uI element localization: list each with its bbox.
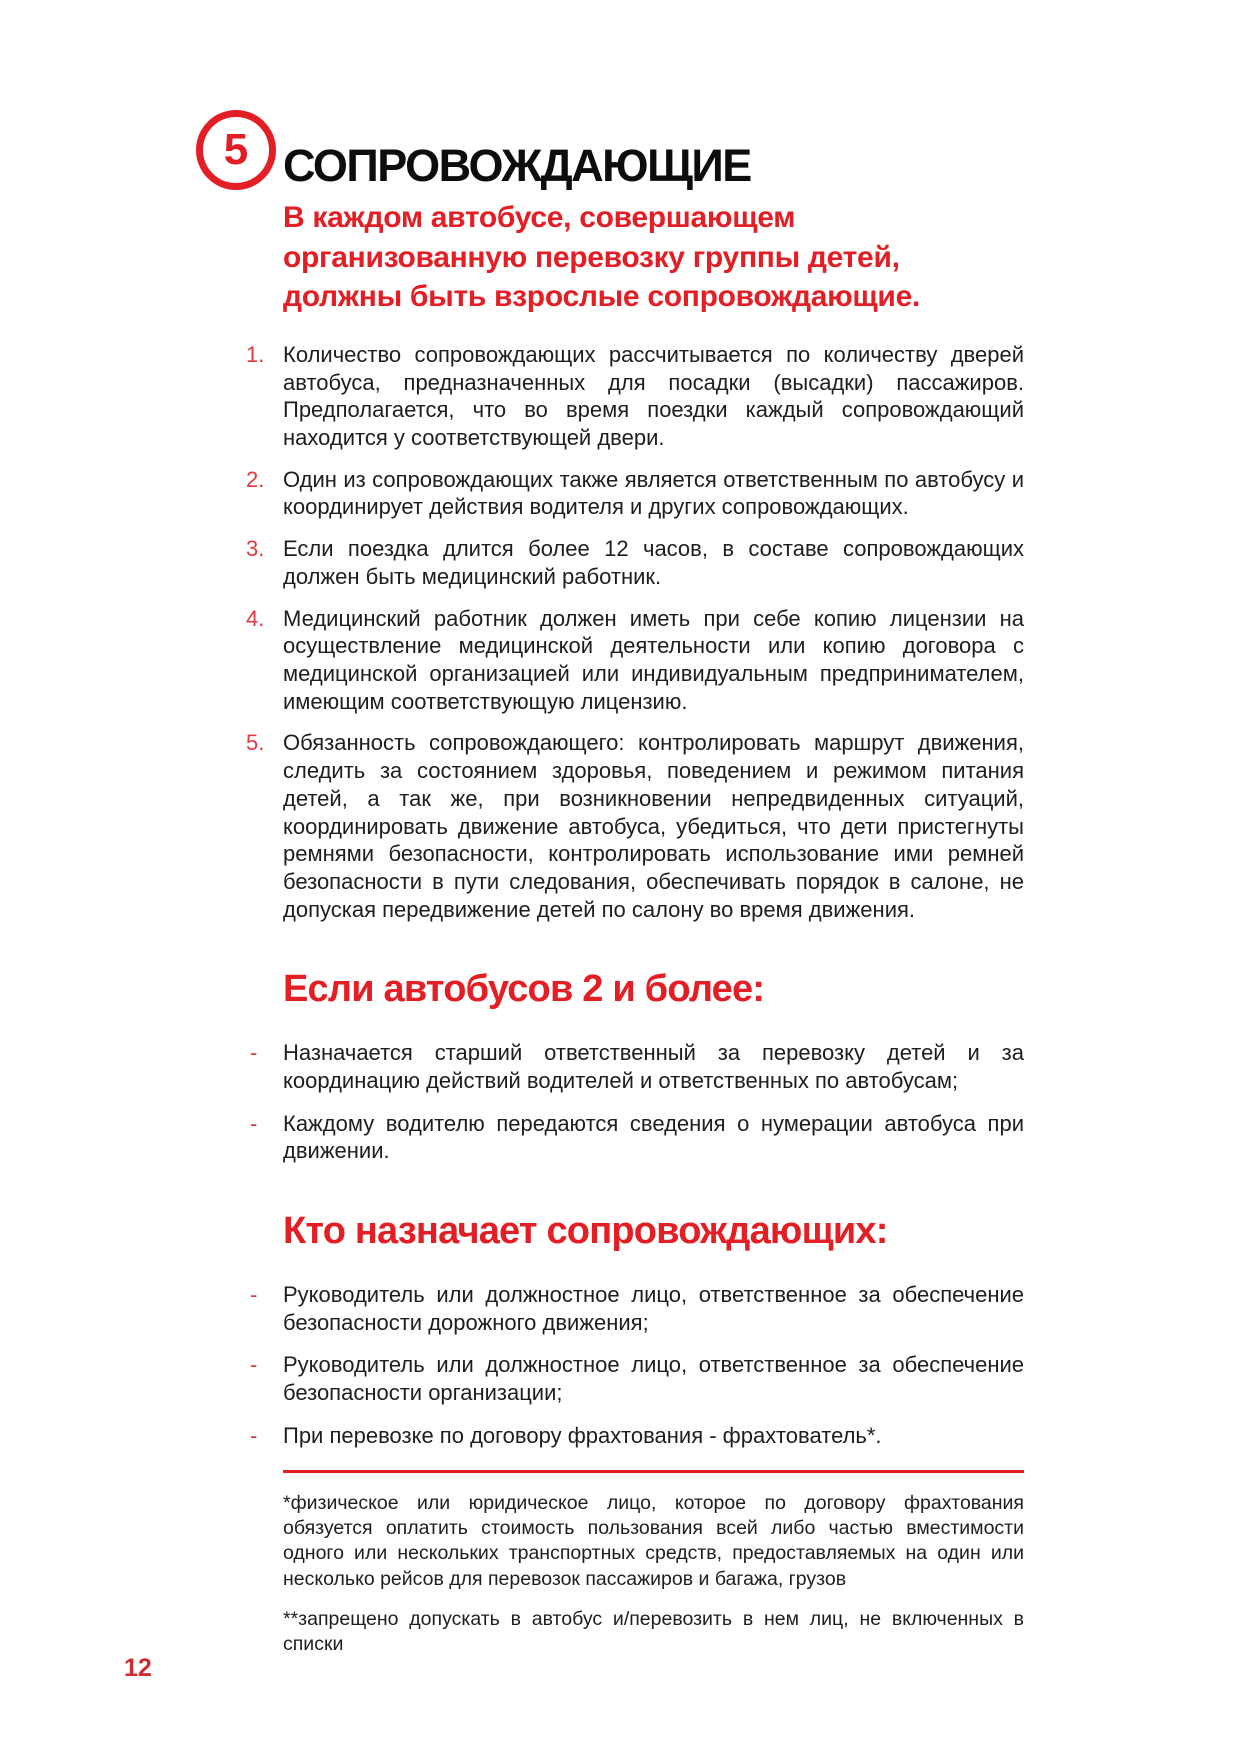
dash-item-text: При перевозке по договору фрахтования - фрахтователь*. bbox=[283, 1422, 882, 1448]
dash-item bbox=[250, 1422, 1024, 1450]
footnote-charterer: *физическое или юридическое лицо, которое по договору фрахтования обязуется оплатить стоимость пользования всей либо частью вместимости одного или нескольких транспортных средств, предоставляемых на один или несколько рейсов для перевозок пассажиров и багажа, грузов bbox=[283, 1491, 1024, 1590]
list-item-text: Медицинский работник должен иметь при себе копию лицензии на осуществление медицинской деятельности или копию договора с медицинской организацией или индивидуальным предпринимателем, имеющим соответствующую лицензию. bbox=[283, 605, 1024, 714]
list-item-number: 1. bbox=[246, 341, 265, 367]
section-number-badge bbox=[196, 110, 276, 190]
list-item-text: Обязанность сопровождающего: контролировать маршрут движения, следить за состоянием здоровья, поведением и режимом питания детей, а так же, при возникновении непредвиденных ситуаций, координировать движение автобуса, убедиться, что дети пристегнуты ремнями безопасности, контролировать использование ими ремней безопасности в пути следования, обеспечивать порядок в салоне, не допуская передвижение детей по салону во время движения. bbox=[283, 730, 1024, 922]
list-item bbox=[246, 466, 1024, 521]
dash-item bbox=[250, 1281, 1024, 1336]
list-item bbox=[246, 729, 1024, 923]
list-item bbox=[246, 605, 1024, 716]
list-item-number: 5. bbox=[246, 730, 265, 756]
section-heading-buses: Если автобусов 2 и более: bbox=[283, 968, 765, 1011]
dash-list-buses bbox=[250, 1039, 1024, 1165]
dash-list-who-appoints bbox=[250, 1281, 1024, 1450]
list-item bbox=[246, 535, 1024, 590]
section-number: 5 bbox=[223, 125, 249, 174]
content-column bbox=[246, 198, 1024, 1673]
list-item-number: 3. bbox=[246, 536, 265, 562]
dash-item-text: Руководитель или должностное лицо, ответственное за обеспечение безопасности дорожного движения; bbox=[283, 1281, 1024, 1335]
dash-marker: - bbox=[250, 1352, 258, 1378]
list-item-text: Один из сопровождающих также является ответственным по автобусу и координирует действия водителя и других сопровождающих. bbox=[283, 466, 1024, 520]
list-item-number: 4. bbox=[246, 605, 265, 631]
dash-item-text: Каждому водителю передаются сведения о нумерации автобуса при движении. bbox=[283, 1110, 1024, 1164]
page-number: 12 bbox=[124, 1654, 152, 1682]
section-heading-who-appoints: Кто назначает сопровождающих: bbox=[283, 1210, 888, 1253]
footnote-lists: **запрещено допускать в автобус и/перевозить в нем лиц, не включенных в списки bbox=[283, 1607, 1024, 1656]
numbered-list bbox=[246, 341, 1024, 924]
dash-marker: - bbox=[250, 1110, 258, 1136]
dash-item bbox=[250, 1039, 1024, 1094]
page-title: СОПРОВОЖДАЮЩИЕ bbox=[283, 140, 751, 192]
dash-item-text: Руководитель или должностное лицо, ответственное за обеспечение безопасности организации; bbox=[283, 1352, 1024, 1406]
dash-marker: - bbox=[250, 1281, 258, 1307]
list-item bbox=[246, 341, 1024, 452]
dash-marker: - bbox=[250, 1422, 258, 1448]
list-item-text: Если поездка длится более 12 часов, в составе сопровождающих должен быть медицинский работник. bbox=[283, 536, 1024, 589]
dash-item-text: Назначается старший ответственный за перевозку детей и за координацию действий водителей и ответственных по автобусам; bbox=[283, 1040, 1024, 1093]
dash-marker: - bbox=[250, 1040, 258, 1066]
dash-item bbox=[250, 1351, 1024, 1406]
list-item-number: 2. bbox=[246, 466, 265, 492]
lead-paragraph: В каждом автобусе, совершающем организованную перевозку группы детей, должны быть взрослые сопровождающие. bbox=[283, 201, 920, 314]
dash-item bbox=[250, 1110, 1024, 1165]
list-item-text: Количество сопровождающих рассчитывается по количеству дверей автобуса, предназначенных для посадки (высадки) пассажиров. Предполагается, что во время поездки каждый сопровождающий находится у соответствующей двери. bbox=[283, 341, 1024, 450]
footnote-divider bbox=[283, 1470, 1024, 1473]
